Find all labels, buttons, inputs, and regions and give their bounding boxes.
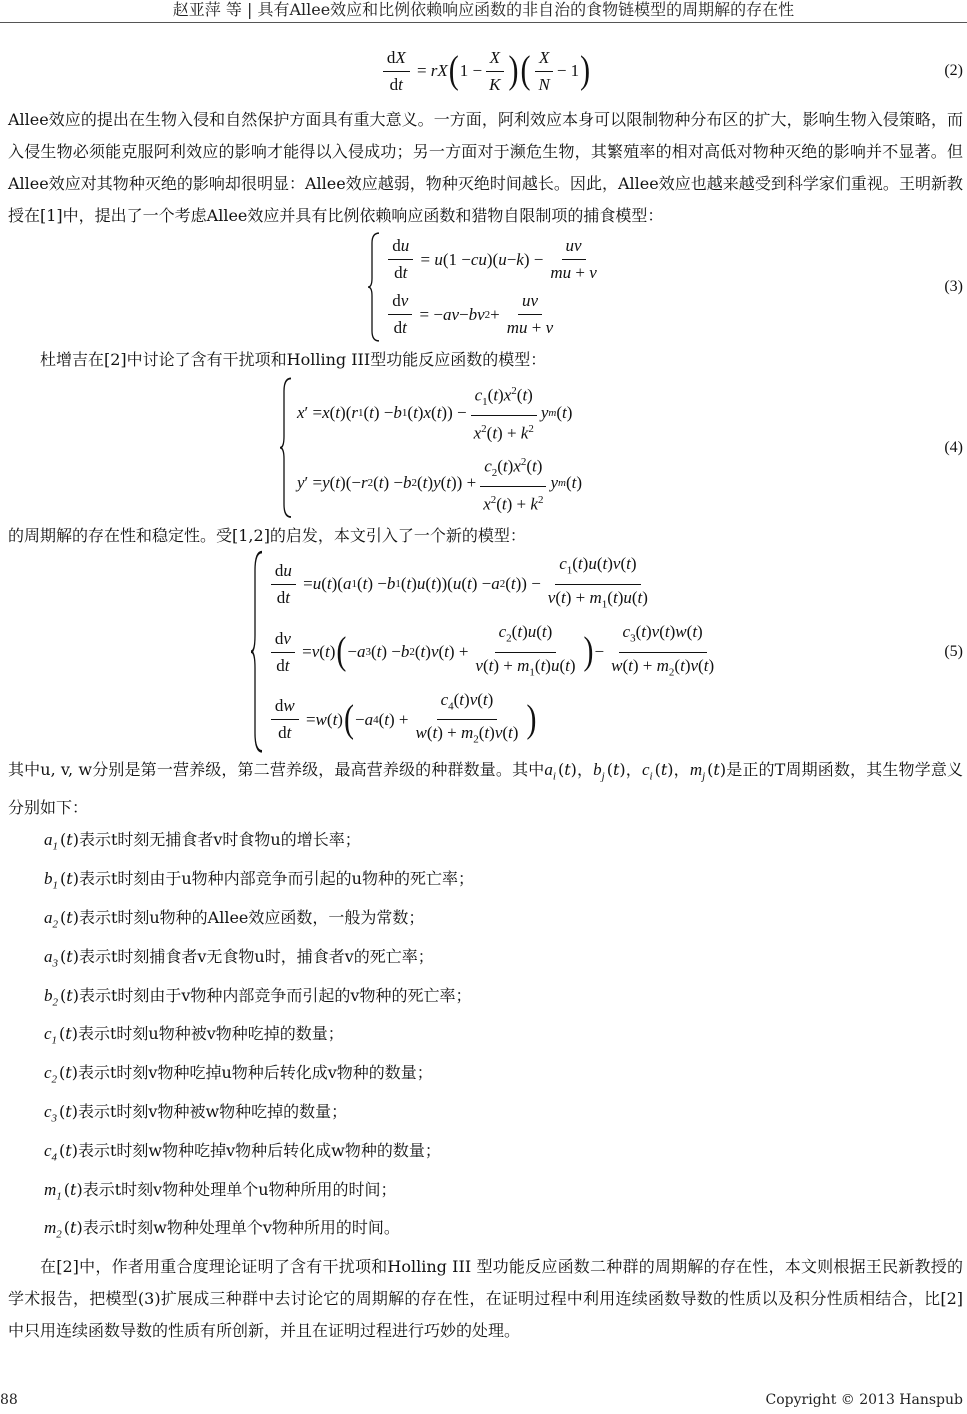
copyright: Copyright © 2013 Hanspub [765,1392,963,1408]
left-brace-icon [250,550,264,753]
page-number: 88 [0,1392,18,1408]
list-item: $m_1$ (t)表示t时刻v物种处理单个u物种所用的时间； [44,1179,397,1202]
equation-number: (3) [944,278,963,295]
equation-number: (4) [944,439,963,456]
list-item: $c_1$ (t)表示t时刻u物种被v物种吃掉的数量； [44,1024,344,1047]
equation-2: $\frac{dX}{dt}$ = rX ( 1 − $\frac{X}{K}$ ) ( $\frac{X}{N}$ − 1 ) (2) [8,40,963,102]
paragraph: 杜增吉在[2]中讨论了含有干扰项和Holling III型功能反应函数的模型： [40,350,547,369]
list-item: $m_2$ (t)表示t时刻w物种处理单个v物种所用的时间。 [44,1218,400,1241]
paragraph: 其中u, v, w分别是第一营养级，第二营养级，最高营养级的种群数量。其中$a_i$ (t)，$b_j$ (t)，$c_i$ (t)，$m_j$ (t)是正的T周期函数，其生物学意义分别如下： [8,760,963,818]
definition-list [8,824,963,1251]
paragraph-text: 是正的T周期函数，其生物学意义分别如下： [8,760,963,818]
equation-number: (2) [944,62,963,79]
equation-3: $\frac{du}{dt}$ = u (1 − cu )( u − k ) − $\frac{uv}{mu + v}$ $\frac{dv}{dt}$ = − av − bv 2 + $\frac{uv}{mu + v}$ (3) [8,234,963,340]
list-item: $a_1$ (t)表示t时刻无捕食者v时食物u的增长率； [44,830,361,853]
equation-5: $\frac{du}{dt}$ = u ( t )( a 1 ( t ) − b 1 ( t ) u ( t ))( u ( t ) − a 2 ( t )) − $\frac{c_1(t)u(t)v(t)}{v(t) + m_1(t)u(t)}$ $\frac{dv}{dt}$ = v ( t ) ( − a 3 ( t ) − b 2 ( t ) v ( t ) + $\frac{c_2(t)u(t)}{v(t) + m_1(t)u(t)}$ ) − $\frac{c_3(t)v(t)w(t)}{w(t) + m_2(t)v(t)}$ $\frac{dw}{dt}$ = w ( t ) ( − a 4 ( t ) + $\frac{c_4(t)v(t)}{w(t) + m_2(t)v(t)}$ ) (5) [8,554,963,750]
list-item: $c_3$ (t)表示t时刻v物种被w物种吃掉的数量； [44,1101,348,1125]
list-item: $b_2$ (t)表示t时刻由于v物种内部竞争而引起的v物种的死亡率； [44,985,472,1008]
paragraph-text: 其中u, v, w分别是第一营养级，第二营养级，最高营养级的种群数量。其中 [8,760,545,779]
list-item: $a_3$ (t)表示t时刻捕食者v无食物u时，捕食者v的死亡率； [44,946,434,970]
paragraph: 的周期解的存在性和稳定性。受[1,2]的启发，本文引入了一个新的模型： [8,526,526,545]
left-brace-icon [367,232,381,342]
list-item: $c_2$ (t)表示t时刻v物种吃掉u物种后转化成v物种的数量； [44,1063,433,1086]
equation-4: x ′ = x ( t )( r 1 ( t ) − b 1 ( t ) x ( t )) − $\frac{c_1(t)x^2(t)}{x^2(t) + k^2}$ y m ( t ) y ′ = y ( t )(− r 2 ( t ) − b 2 ( t ) y ( t )) + $\frac{c_2(t)x^2(t)}{x^2(t) + k^2}$ y m ( t ) (4) [8,378,963,518]
left-brace-icon [279,377,293,518]
list-item: $c_4$ (t)表示t时刻w物种吃掉v物种后转化成w物种的数量； [44,1140,441,1164]
equation-number: (5) [944,643,963,660]
paragraph: 在[2]中，作者用重合度理论证明了含有干扰项和Holling III 型功能反应函数二种群的周期解的存在性，本文则根据王民新教授的学术报告，把模型(3)扩展成三种群中去讨论它的周期解的存在性，在证明过程中利用连续函数导数的性质以及积分性质相结合，比[2]中只用连续函数导数的性质有所创新，并且在证明过程进行巧妙的处理。 [8,1257,963,1341]
page-body [8,38,963,1347]
list-item: $b_1$ (t)表示t时刻由于u物种内部竞争而引起的u物种的死亡率； [44,869,474,892]
paragraph: Allee效应的提出在生物入侵和自然保护方面具有重大意义。一方面，阿利效应本身可以限制物种分布区的扩大，影响生物入侵策略，而入侵生物必须能克服阿利效应的影响才能得以入侵成功；另一方面对于濒危生物，其繁殖率的相对高低对物种灭绝的影响并不显著。但Allee效应对其物种灭绝的影响却很明显：Allee效应越弱，物种灭绝时间越长。因此，Allee效应也越来越受到科学家们重视。王明新教授在[1]中，提出了一个考虑Allee效应并具有比例依赖响应函数和猎物自限制项的捕食模型： [8,110,963,225]
header-rule [0,22,967,23]
running-header: 赵亚萍 等 | 具有Allee效应和比例依赖响应函数的非自治的食物链模型的周期解的存在性 [172,0,795,19]
list-item: $a_2$ (t)表示t时刻u物种的Allee效应函数，一般为常数； [44,907,425,931]
